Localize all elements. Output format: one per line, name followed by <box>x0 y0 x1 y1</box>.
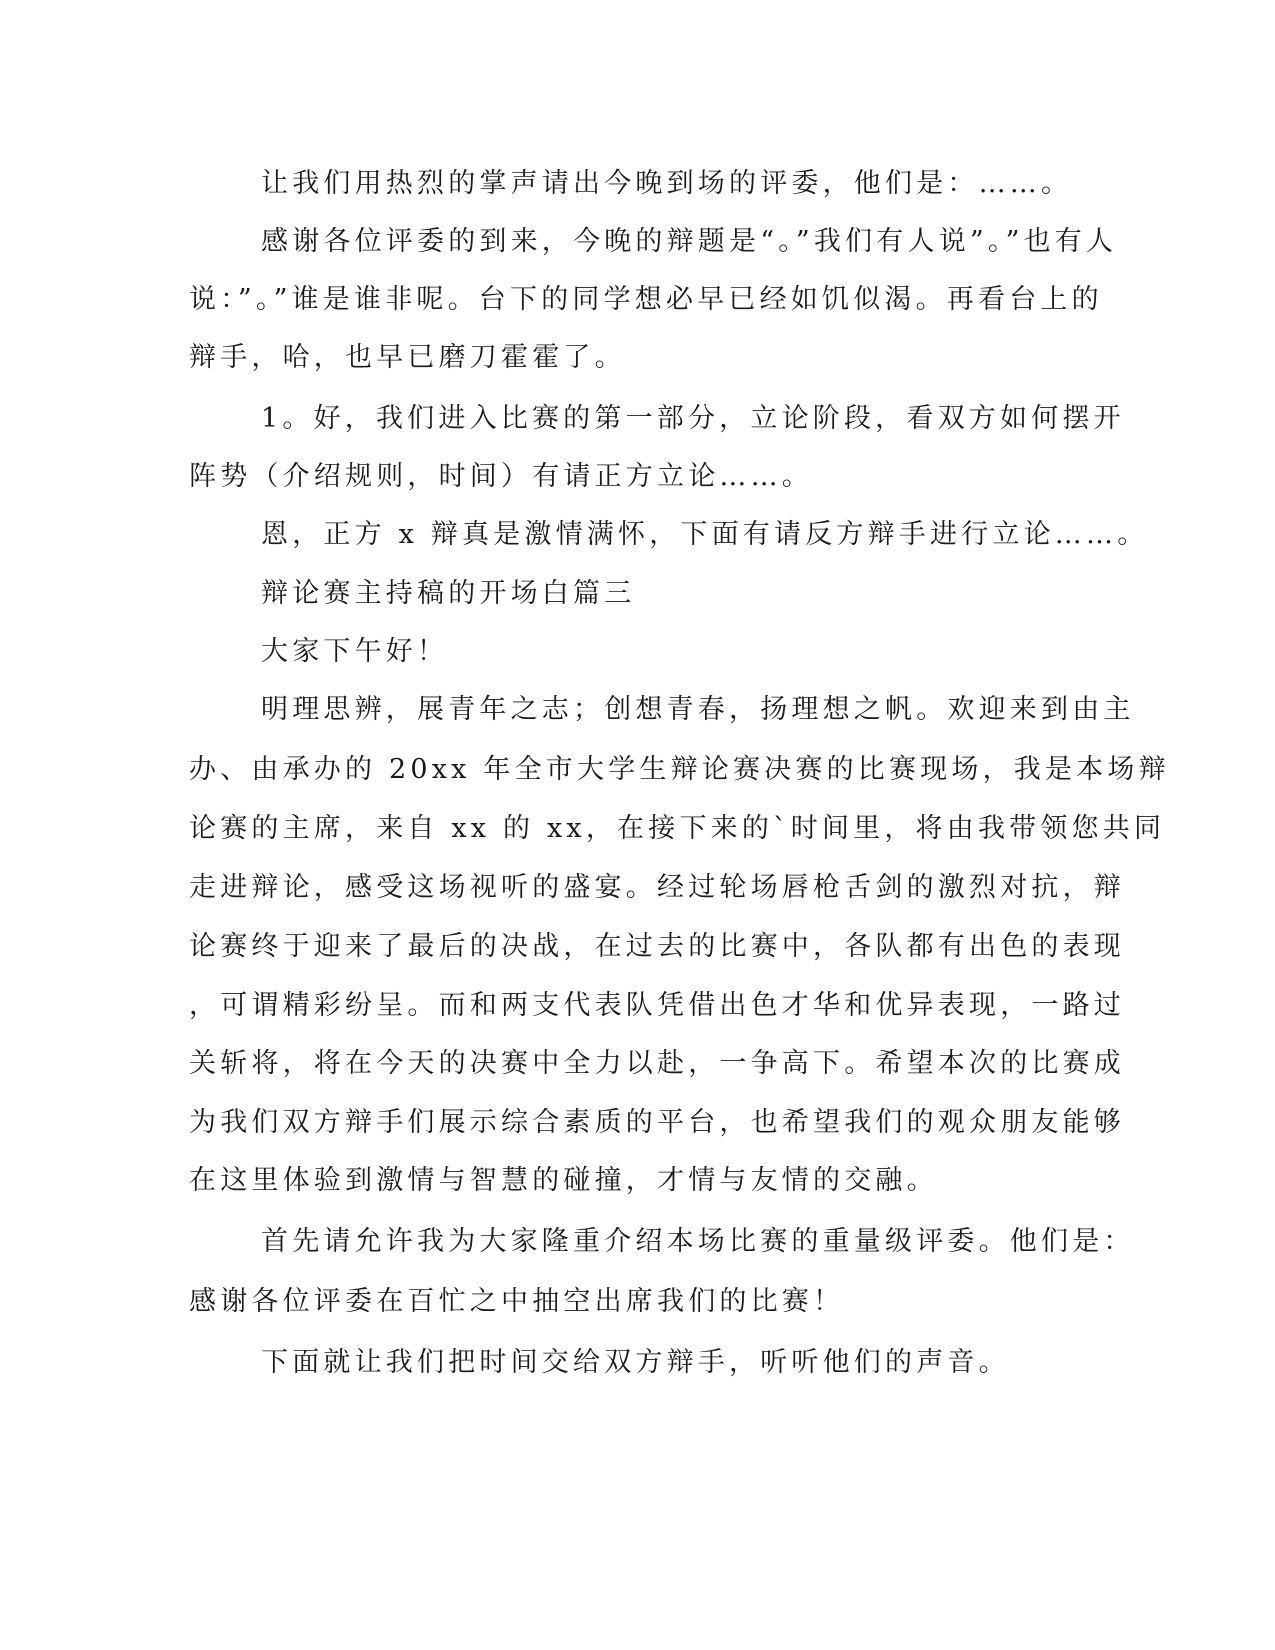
text-line: 下面就让我们把时间交给双方辩手，听听他们的声音。 <box>261 1347 1010 1378</box>
text-line: 恩，正方 x 辩真是激情满怀，下面有请反方辩手进行立论……。 <box>261 519 1149 550</box>
text-line: 感谢各位评委在百忙之中抽空出席我们的比赛！ <box>189 1286 845 1317</box>
text-line: 论赛终于迎来了最后的决战，在过去的比赛中，各队都有出色的表现 <box>189 931 1125 962</box>
text-line: 说：”。”谁是谁非呢。台下的同学想必早已经如饥似渴。再看台上的 <box>189 284 1103 315</box>
text-line: 论赛的主席，来自 xx 的 xx，在接下来的`时间里，将由我带领您共同 <box>189 813 1166 844</box>
text-line: 感谢各位评委的到来，今晚的辩题是“。”我们有人说”。”也有人 <box>261 226 1118 257</box>
text-line: 办、由承办的 20xx 年全市大学生辩论赛决赛的比赛现场，我是本场辩 <box>189 754 1170 785</box>
text-line: 辩手，哈，也早已磨刀霍霍了。 <box>189 342 626 373</box>
text-line: 大家下午好！ <box>261 636 449 667</box>
text-line: 让我们用热烈的掌声请出今晚到场的评委，他们是：……。 <box>261 168 1073 199</box>
text-line: 关斩将，将在今天的决赛中全力以赴，一争高下。希望本次的比赛成 <box>189 1048 1125 1079</box>
text-line: 走进辩论，感受这场视听的盛宴。经过轮场唇枪舌剑的激烈对抗，辩 <box>189 872 1125 903</box>
text-line: 明理思辨，展青年之志；创想青春，扬理想之帆。欢迎来到由主 <box>261 694 1135 725</box>
section-heading: 辩论赛主持稿的开场白篇三 <box>261 578 636 609</box>
text-line: ，可谓精彩纷呈。而和两支代表队凭借出色才华和优异表现，一路过 <box>189 990 1125 1021</box>
text-line: 为我们双方辩手们展示综合素质的平台，也希望我们的观众朋友能够 <box>189 1107 1125 1138</box>
text-line: 在这里体验到激情与智慧的碰撞，才情与友情的交融。 <box>189 1165 938 1196</box>
text-line: 首先请允许我为大家隆重介绍本场比赛的重量级评委。他们是： <box>261 1226 1135 1257</box>
text-line: 阵势（介绍规则，时间）有请正方立论……。 <box>189 461 813 492</box>
text-line: 1。好，我们进入比赛的第一部分，立论阶段，看双方如何摆开 <box>261 403 1125 434</box>
